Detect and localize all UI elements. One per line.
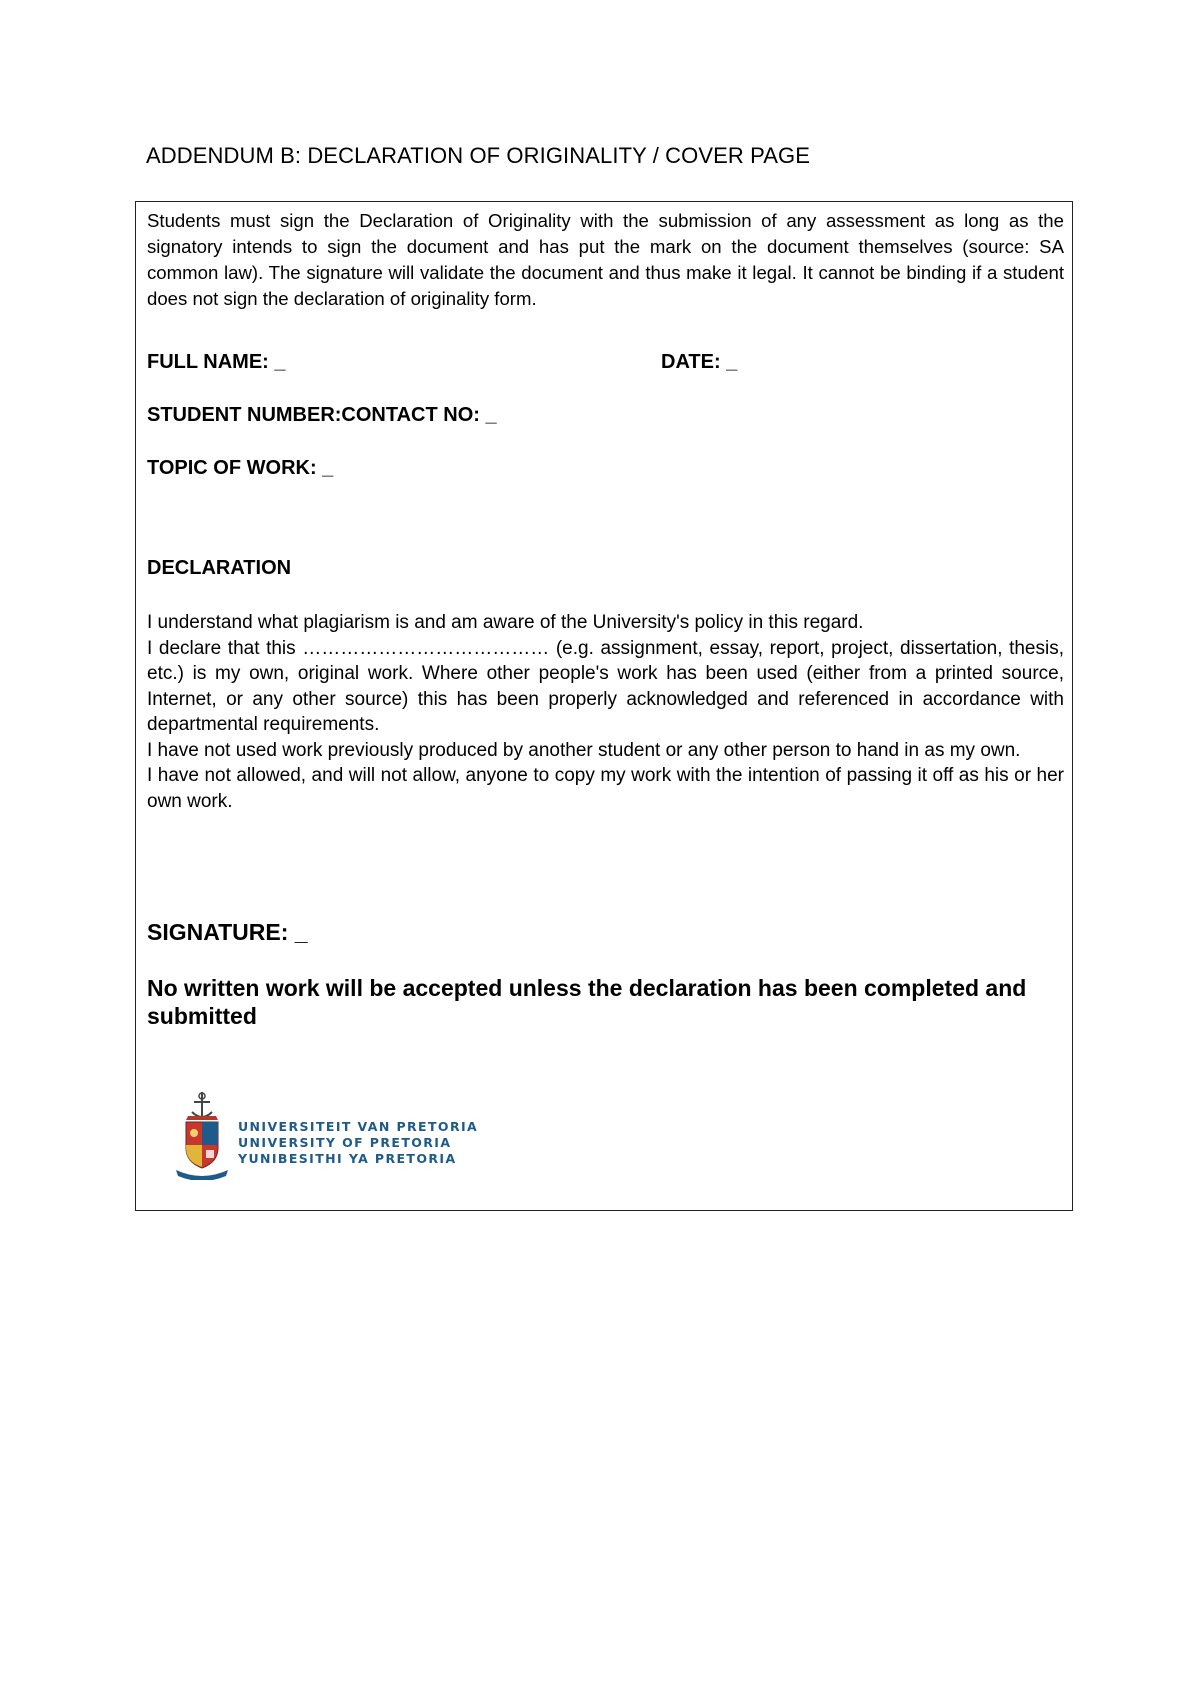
declaration-body	[147, 610, 1064, 814]
university-logo	[172, 1090, 479, 1180]
declaration-paragraph: I have not allowed, and will not allow, anyone to copy my work with the intention of passing it off as his or her own work.	[147, 765, 1064, 812]
declaration-paragraph: I declare that this ………………………………… (e.g. assignment, essay, report, project, dissertation, thesis, etc.) is my own, original work. Where other people's work has been used (either from a printed source, Internet, or any other source) this has been properly acknowledged and referenced in accordance with departmental requirements.	[147, 637, 1064, 735]
signature-field: SIGNATURE: _	[147, 919, 308, 945]
student-number-contact-field: STUDENT NUMBER:CONTACT NO: _	[147, 404, 497, 426]
declaration-paragraph: I understand what plagiarism is and am aware of the University's policy in this regard.	[147, 612, 864, 633]
date-field: DATE: _	[661, 351, 738, 373]
submission-warning: No written work will be accepted unless the declaration has been completed and submitted	[147, 975, 1027, 1029]
declaration-form	[135, 201, 1073, 1211]
page-title: ADDENDUM B: DECLARATION OF ORIGINALITY / COVER PAGE	[146, 143, 810, 168]
full-name-field: FULL NAME: _	[147, 351, 286, 373]
logo-line-sepedi: YUNIBESITHI YA PRETORIA	[238, 1151, 457, 1166]
university-name-lines	[238, 1119, 478, 1167]
declaration-heading: DECLARATION	[147, 557, 292, 579]
topic-of-work-field: TOPIC OF WORK: _	[147, 457, 334, 479]
declaration-paragraph: I have not used work previously produced by another student or any other person to hand in as my own.	[147, 739, 1021, 761]
intro-text: Students must sign the Declaration of Originality with the submission of any assessment as long as the signatory intends to sign the document and has put the mark on the document themselves (source: SA common law). The signature will validate the document and thus make it legal. It cannot be binding if a student does not sign the declaration of originality form.	[147, 210, 1064, 309]
logo-line-english: UNIVERSITY OF PRETORIA	[238, 1135, 452, 1150]
university-crest-icon	[172, 1090, 232, 1180]
logo-line-afrikaans: UNIVERSITEIT VAN PRETORIA	[238, 1119, 479, 1134]
